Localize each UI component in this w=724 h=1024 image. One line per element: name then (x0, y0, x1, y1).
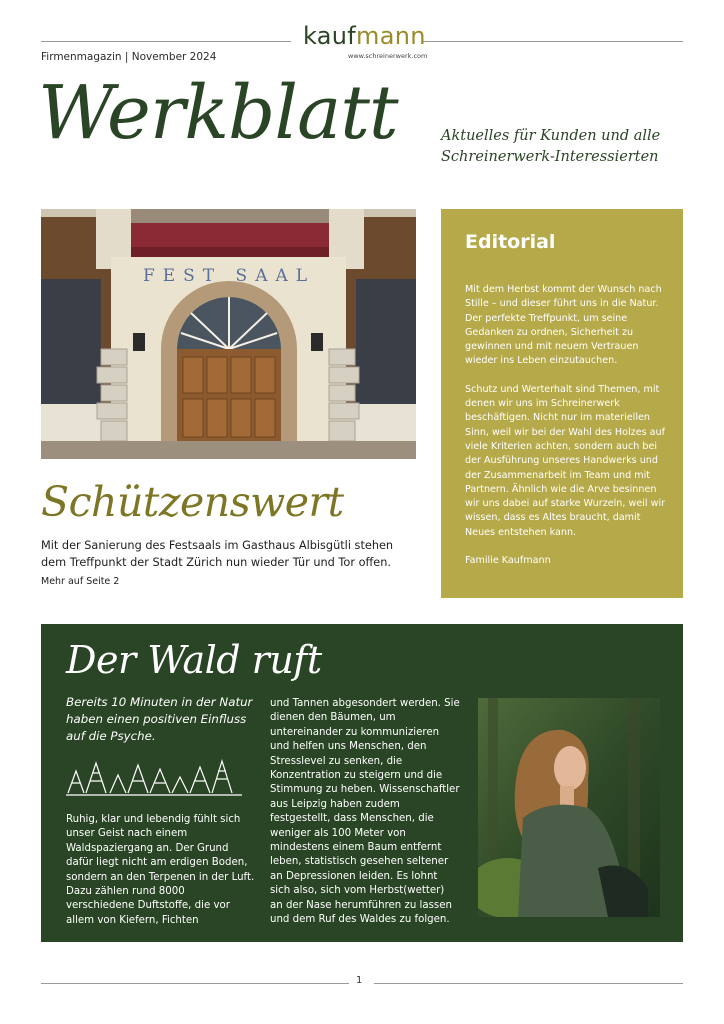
editorial-signature: Familie Kaufmann (465, 555, 551, 567)
feature-title: Schützenswert (41, 478, 344, 526)
header-rule-right (422, 41, 683, 42)
company-logo[interactable] (303, 22, 426, 50)
logo-main: kauf (303, 22, 357, 50)
tagline-line-2: Schreinerwerk-Interessierten (441, 149, 659, 165)
issue-meta: Firmenmagazin | November 2024 (41, 51, 217, 63)
footer-rule-left (41, 983, 349, 984)
editorial-paragraph-2: Schutz und Werterhalt sind Themen, mit denen wir uns im Schreinerwerk beschäftigen. Nicht nur im materiellen Sinn, weil wir bei der Wahl des Holzes auf viele Kriterien achten, sondern auch bei der Ausführung unseres Handwerks und der Zusammenarbeit im Team und mit Partnern. Ähnlich wie die Arve besinnen wir uns dabei auf starke Wurzeln, weil wir wissen, dass es Altes braucht, damit Neues entstehen kann. (465, 383, 666, 538)
editorial-box (441, 209, 683, 598)
festsaal-sign: FEST SAAL (142, 266, 316, 286)
editorial-body (465, 283, 669, 582)
footer-rule-right (374, 983, 683, 984)
logo-accent: mann (356, 22, 426, 50)
more-link[interactable]: Mehr auf Seite 2 (41, 576, 120, 587)
feature-lead: Mit der Sanierung des Festsaals im Gasthaus Albisgütli stehen dem Treffpunkt der Stadt Zürich nun wieder Tür und Tor offen. (41, 539, 394, 569)
tagline (441, 126, 660, 168)
festsaal-photo (41, 209, 416, 459)
wald-intro: Bereits 10 Minuten in der Natur haben einen positiven Einfluss auf die Psyche. (66, 695, 253, 743)
wald-column-2: und Tannen abgesondert werden. Sie dienen den Bäumen, um untereinander zu kommunizieren und helfen uns Menschen, den Stresslevel zu senken, die Konzentration zu steigern und die Stimmung zu heben. Wissenschaftler aus Leipzig haben zudem festgestellt, dass Menschen, die weniger als 100 Meter von mindestens einem Baum entfernt leben, statistisch gesehen seltener an Depressionen leiden. Es lohnt sich also, sich vom Herbst(wetter) an der Nase herumführen zu lassen und dem Ruf des Waldes zu folgen. (270, 698, 460, 926)
wald-title: Der Wald ruft (66, 638, 322, 682)
tagline-line-1: Aktuelles für Kunden und alle (441, 128, 661, 144)
header-rule-left (41, 41, 291, 42)
forest-illustration (66, 759, 244, 799)
wald-section (41, 624, 683, 942)
logo-url[interactable]: www.schreinerwerk.com (348, 52, 428, 60)
magazine-title: Werkblatt (38, 70, 398, 156)
wald-column-1: Ruhig, klar und lebendig fühlt sich unser Geist nach einem Waldspaziergang an. Der Grund dafür liegt nicht am erdigen Boden, sondern an den Terpenen in der Luft. Dazu zählen rund 8000 verschiedene Duftstoffe, die vor allem von Kiefern, Fichten (66, 814, 255, 926)
editorial-heading: Editorial (465, 231, 556, 253)
woman-in-forest-photo (478, 698, 660, 917)
editorial-paragraph-1: Mit dem Herbst kommt der Wunsch nach Stille – und dieser führt uns in die Natur. Der perfekte Treffpunkt, um seine Gedanken zu ordnen, Sicherheit zu gewinnen und mit neuem Vertrauen wieder ins Leben einzutauchen. (465, 284, 662, 367)
page-number: 1 (356, 975, 363, 986)
